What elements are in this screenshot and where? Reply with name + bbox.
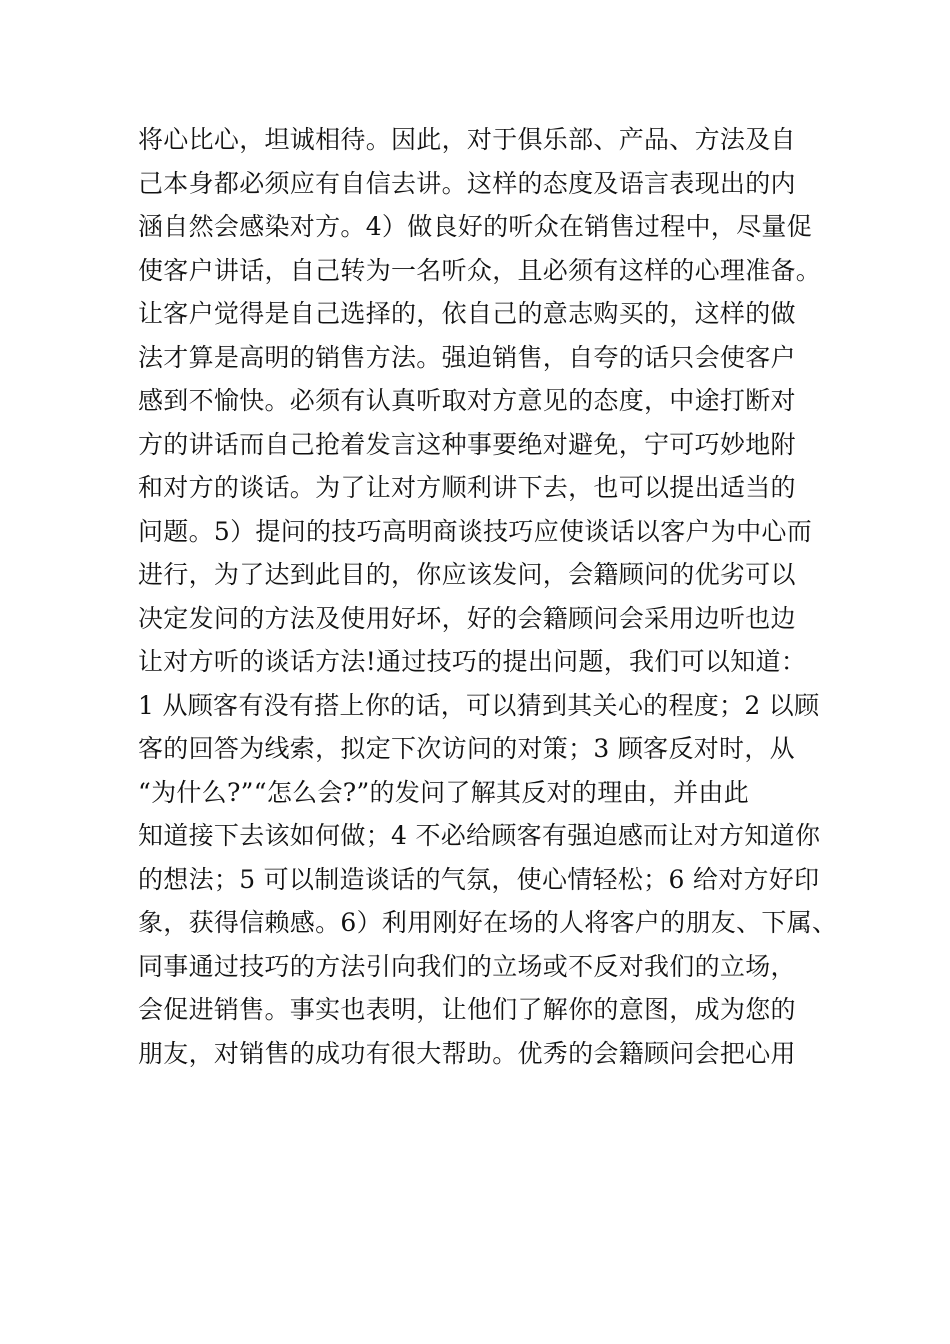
text-line: 让对方听的谈话方法!通过技巧的提出问题，我们可以知道： — [138, 647, 807, 676]
text-line: 法才算是高明的销售方法。强迫销售，自夸的话只会使客户 — [138, 342, 796, 372]
text-line: 感到不愉快。必须有认真听取对方意见的态度，中途打断对 — [138, 386, 796, 415]
text-line: 和对方的谈话。为了让对方顺利讲下去，也可以提出适当的 — [138, 473, 796, 502]
text-line: “为什么?”“怎么会?”的发问了解其反对的理由，并由此 — [138, 777, 750, 807]
text-line: 进行，为了达到此目的，你应该发问，会籍顾问的优劣可以 — [138, 560, 796, 589]
text-line: 象，获得信赖感。6）利用刚好在场的人将客户的朋友、下属、 — [138, 908, 838, 937]
text-line: 朋友，对销售的成功有很大帮助。优秀的会籍顾问会把心用 — [138, 1038, 796, 1068]
text-line: 会促进销售。事实也表明，让他们了解你的意图，成为您的 — [138, 995, 796, 1024]
text-line: 同事通过技巧的方法引向我们的立场或不反对我们的立场， — [138, 951, 796, 981]
text-line: 方的讲话而自己抢着发言这种事要绝对避免，宁可巧妙地附 — [138, 429, 796, 459]
text-line: 涵自然会感染对方。4）做良好的听众在销售过程中，尽量促 — [138, 212, 813, 241]
text-line: 让客户觉得是自己选择的，依自己的意志购买的，这样的做 — [138, 299, 796, 328]
text-line: 将心比心，坦诚相待。因此，对于俱乐部、产品、方法及自 — [138, 125, 796, 154]
text-line: 决定发问的方法及使用好坏，好的会籍顾问会采用边听也边 — [138, 603, 796, 633]
text-line: 己本身都必须应有自信去讲。这样的态度及语言表现出的内 — [138, 168, 796, 198]
text-line: 客的回答为线索，拟定下次访问的对策；3 顾客反对时，从 — [138, 734, 795, 763]
text-line: 1 从顾客有没有搭上你的话，可以猜到其关心的程度；2 以顾 — [138, 690, 820, 720]
text-line: 使客户讲话，自己转为一名听众，且必须有这样的心理准备。 — [138, 255, 822, 285]
text-line: 知道接下去该如何做；4 不必给顾客有强迫感而让对方知道你 — [138, 821, 821, 850]
text-line: 问题。5）提问的技巧高明商谈技巧应使谈话以客户为中心而 — [138, 516, 813, 546]
body-text — [138, 118, 838, 1075]
text-line: 的想法；5 可以制造谈话的气氛，使心情轻松；6 给对方好印 — [138, 864, 820, 894]
